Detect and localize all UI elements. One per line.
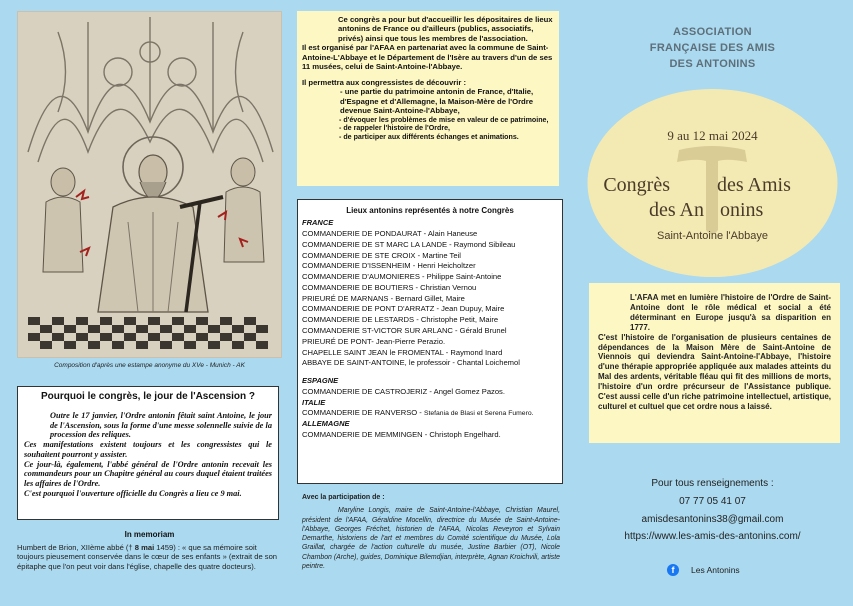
ascension-paragraph: Outre le 17 janvier, l'Ordre antonin fêtait saint Antoine, le jour de l'Ascension, sous la forme d'une messe solennelle suivie de la procession des reliques. bbox=[50, 411, 272, 440]
association-about-box bbox=[589, 283, 840, 443]
contact-website[interactable]: https://www.les-amis-des-antonins.com/ bbox=[624, 531, 801, 543]
facebook-link[interactable] bbox=[667, 564, 740, 576]
association-name bbox=[590, 25, 835, 73]
intro-paragraph: Il est organisé par l'AFAA en partenariat avec la commune de Saint-Antoine-L'Abbaye et le Département de l'Isère au travers d'un de ses 11 musées, celui de Saint-Antoine-l'Abbaye. bbox=[302, 43, 553, 72]
place-item: COMMANDERIE DE PONT D'ARRATZ - Jean Dupuy, Maire bbox=[302, 304, 505, 314]
contact-phone[interactable]: 07 77 05 41 07 bbox=[679, 495, 746, 507]
country-label-italy: ITALIE bbox=[302, 397, 326, 407]
memoriam-text-a: Humbert de Brion, XIIème abbé († bbox=[17, 543, 135, 552]
country-label-france: FRANCE bbox=[302, 218, 334, 228]
painting-caption: Composition d'après une estampe anonyme du XVe - Munich - AK bbox=[54, 362, 245, 369]
place-item: COMMANDERIE DE BOUTIERS - Christian Vernou bbox=[302, 282, 477, 292]
place-item: COMMANDERIE DE PONDAURAT - Alain Haneuse bbox=[302, 229, 478, 238]
association-name-line: ASSOCIATION bbox=[673, 26, 752, 38]
memoriam-title: In memoriam bbox=[124, 530, 175, 539]
saint-antoine-engraving bbox=[17, 11, 282, 358]
congress-logo bbox=[587, 88, 838, 278]
place-item: CHAPELLE SAINT JEAN le FROMENTAL - Raymond Inard bbox=[302, 347, 503, 357]
italy-place: COMMANDERIE DE RANVERSO - bbox=[302, 408, 424, 418]
intro-paragraph: Il permettra aux congressistes de découvrir : bbox=[302, 77, 467, 87]
ascension-paragraph: C'est pourquoi l'ouverture officielle du Congrès a lieu ce 9 mai. bbox=[24, 488, 242, 498]
ascension-paragraph: Ce jour-là, également, l'abbé général de l'Ordre antonin recevait les commandeurs pour un Chapitre général au cours duquel étaient traitées les affaires de l'Ordre. bbox=[24, 459, 272, 488]
place-item: COMMANDERIE DE MEMMINGEN - Christoph Engelhard. bbox=[302, 429, 501, 439]
intro-list-item: - de participer aux différents échanges et animations. bbox=[339, 133, 519, 142]
facebook-label[interactable]: Les Antonins bbox=[691, 565, 740, 575]
intro-list-item: - de rappeler l'histoire de l'Ordre, bbox=[339, 124, 450, 133]
association-name-line: DES ANTONINS bbox=[669, 57, 756, 70]
logo-text-des-an: des An bbox=[649, 199, 704, 221]
contact-block bbox=[590, 475, 835, 546]
participation-block bbox=[302, 493, 560, 571]
place-item: COMMANDERIE DE LESTARDS - Christophe Petit, Maire bbox=[302, 315, 499, 325]
place-item bbox=[302, 408, 558, 419]
place-item: COMMANDERIE D'ISSENHEIM - Henri Heicholtzer bbox=[302, 261, 476, 271]
memoriam-text bbox=[17, 543, 285, 571]
logo-text-congres: Congrès bbox=[603, 174, 670, 196]
about-paragraph: C'est l'histoire de l'organisation de plusieurs centaines de dépendances de la Maison Mère de Saint-Antoine de Viennois qui deviendra Saint-Antoine-l'Abbaye, l'histoire d'une thérapie appropriée appliquée aux malades atteints du Mal des ardents, véritable fléau qui fit des millions de morts, l'histoire d'un ordre précurseur de l'Assistance publique. C'est aussi celle d'un riche patrimoine intellectuel, artistique, culturel et cultuel que cet ordre nous a laissé. bbox=[598, 332, 831, 411]
about-paragraph: L'AFAA met en lumière l'histoire de l'Ordre de Saint-Antoine dont le rôle médical et social a été déterminant en Europe jusqu'à sa disparition en 1777. bbox=[630, 293, 831, 332]
intro-list-item: - une partie du patrimoine antonin de France, d'Italie, d'Espagne et d'Allemagne, la Maison-Mère de l'Ordre devenue Saint-Antoine-l'Abbaye, bbox=[340, 87, 534, 116]
intro-paragraph: Ce congrès a pour but d'accueillir les dépositaires de lieux antonins de France ou d'ailleurs (publics, associatifs, privés) ainsi que tous les membres de l'association. bbox=[338, 15, 553, 43]
logo-text-onins: onins bbox=[720, 199, 764, 221]
antonin-places-box bbox=[297, 199, 563, 484]
place-item: COMMANDERIE ST-VICTOR SUR ARLANC - Gérald Brunel bbox=[302, 326, 507, 336]
logo-text-des-amis: des Amis bbox=[717, 174, 791, 196]
country-label-spain: ESPAGNE bbox=[302, 376, 339, 386]
association-name-line: FRANÇAISE DES AMIS bbox=[649, 41, 776, 54]
logo-dates: 9 au 12 mai 2024 bbox=[667, 128, 758, 143]
italy-people: Stefania de Blasi et Serena Fumero. bbox=[423, 410, 534, 418]
memoriam-date: 8 mai bbox=[134, 543, 155, 552]
country-label-germany: ALLEMAGNE bbox=[302, 419, 350, 428]
participation-text: Maryline Longis, maire de Saint-Antoine-l'Abbaye, Christian Maurel, président de l'AFAA, Géraldine Mocellin, directrice du Musée de Saint-Antoine-l'Abbaye, Georges Fréchet, historien de l'AFAA, Nicolas Reveyron et Sylvain Demarthe, historiens de l'art et membres du Comité scientifique du Musée, Lola Graillat, chargée de l'action culturelle du musée, Justine Barbier (OT), Nicole Chambon (Arche), guides, Dominique Bilemdjian, interprète, Agnan Kroichvili, artiste peintre. bbox=[302, 507, 560, 570]
memoriam-text-b: 1459) : « que sa mémoire soit toujours pieusement conservée dans le cœur de ses enfants » (extrait de son épitaphe que l'on peut voir dans l'église, chapelle des quatre docteurs). bbox=[17, 543, 278, 571]
place-item: PRIEURÉ DE PONT- Jean-Pierre Perazio. bbox=[302, 336, 446, 346]
place-item: COMMANDERIE DE ST MARC LA LANDE - Raymond Sibileau bbox=[302, 239, 516, 249]
ascension-title: Pourquoi le congrès, le jour de l'Ascension ? bbox=[40, 391, 256, 402]
ascension-paragraph: Ces manifestations existent toujours et les congressistes qui le souhaitent pourront y assister. bbox=[24, 440, 272, 459]
logo-place: Saint-Antoine l'Abbaye bbox=[657, 230, 768, 242]
place-item: COMMANDERIE D'AUMONIERES - Philippe Saint-Antoine bbox=[302, 272, 502, 282]
facebook-icon[interactable]: f bbox=[667, 564, 679, 576]
place-item: COMMANDERIE DE CASTROJERIZ - Angel Gomez Pazos. bbox=[302, 386, 505, 396]
congress-intro-box bbox=[297, 11, 559, 186]
place-item: PRIEURÉ DE MARNANS - Bernard Gillet, Maire bbox=[302, 293, 465, 303]
contact-email[interactable]: amisdesantonins38@gmail.com bbox=[641, 513, 784, 525]
contact-label: Pour tous renseignements : bbox=[651, 478, 774, 489]
participation-title: Avec la participation de : bbox=[302, 494, 385, 501]
intro-list-item: - d'évoquer les problèmes de mise en valeur de ce patrimoine, bbox=[339, 115, 549, 124]
place-item: COMMANDERIE DE STE CROIX - Martine Teil bbox=[302, 250, 461, 260]
ascension-text bbox=[24, 411, 272, 498]
place-item: ABBAYE DE SAINT-ANTOINE, le professoir - Chantal Loichemol bbox=[302, 358, 520, 368]
ascension-box bbox=[17, 386, 279, 520]
places-title: Lieux antonins représentés à notre Congrès bbox=[346, 206, 514, 215]
